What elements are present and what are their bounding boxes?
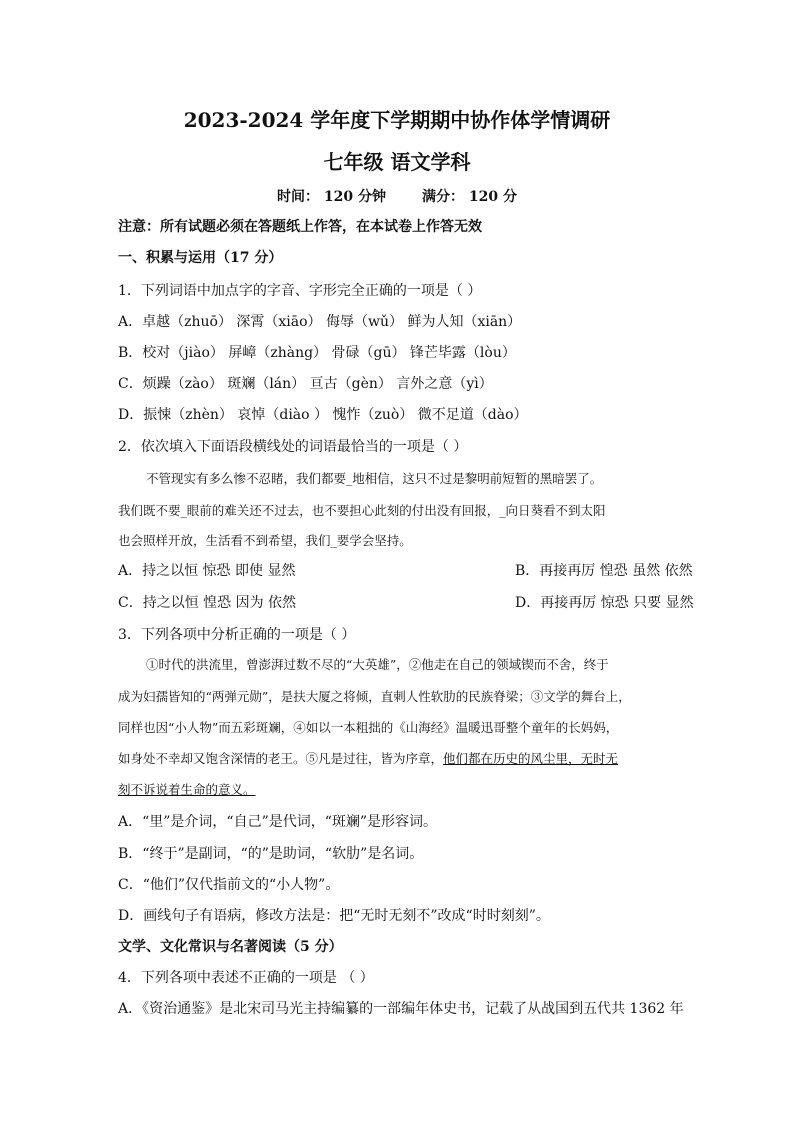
q2-option-b: B．再接再厉 惶恐 虽然 依然	[515, 563, 693, 579]
q2-passage-line: 不管现实有多么惨不忍睹，我们都要_地相信，这只不过是黎明前短暂的黑暗罢了。	[146, 471, 603, 486]
q2-stem: 2．依次填入下面语段横线处的词语最恰当的一项是（ ）	[118, 439, 468, 455]
section-heading-1: 一、积累与运用（17 分）	[118, 250, 283, 266]
q4-option-a: A．《资治通鉴》是北宋司马光主持编纂的一部编年体史书，记载了从战国到五代共 1362 年	[118, 1001, 684, 1017]
q2-options-row	[118, 560, 693, 580]
exam-time: 时间： 120 分钟	[277, 189, 386, 205]
q3-option-c: C．“他们”仅代指前文的“小人物”。	[118, 877, 340, 893]
notice: 注意：所有试题必须在答题纸上作答，在本试卷上作答无效	[118, 219, 482, 235]
exam-title: 2023-2024 学年度下学期期中协作体学情调研	[183, 108, 611, 132]
section-heading-2: 文学、文化常识与名著阅读（5 分）	[118, 939, 343, 955]
q2-option-a: A．持之以恒 惊恐 即使 显然	[118, 563, 296, 579]
q2-options-row	[118, 592, 694, 612]
q3-passage-line	[118, 749, 684, 767]
q3-stem: 3．下列各项中分析正确的一项是（ ）	[118, 627, 356, 643]
q3-passage-text: 如身处不幸却又饱含深情的老王。⑤凡是过往，皆为序章，	[118, 751, 444, 766]
q1-option-c: C．烦躁（zào） 斑斓（lán） 亘古（gèn） 言外之意（yì）	[118, 376, 493, 392]
q3-option-a: A．“里”是介词，“自己”是代词，“斑斓”是形容词。	[118, 814, 438, 830]
q2-option-c: C．持之以恒 惶恐 因为 依然	[118, 595, 297, 611]
q3-option-b: B．“终于”是副词，“的”是助词，“软肋”是名词。	[118, 846, 424, 862]
q3-underlined-sentence-end: 刻不诉说着生命的意义。	[118, 782, 256, 797]
q3-underlined-sentence: 他们都在历史的风尘里，无时无	[443, 751, 619, 766]
q2-option-d: D．再接再厉 惊恐 只要 显然	[515, 595, 694, 611]
q3-option-d: D．画线句子有语病，修改方法是：把“无时无刻不”改成“时时刻刻”。	[118, 908, 550, 924]
q3-passage-line: ①时代的洪流里，曾澎湃过数不尽的“大英雄”，②他走在自己的领域锲而不舍，终于	[146, 657, 609, 672]
q1-option-a: A．卓越（zhuō） 深霄（xiāo） 侮辱（wǔ） 鲜为人知（xiān）	[118, 314, 522, 330]
exam-info	[0, 186, 794, 206]
exam-score: 满分： 120 分	[422, 189, 517, 205]
q2-passage-line: 也会照样开放，生活看不到希望，我们_要学会坚持。	[118, 533, 412, 548]
q3-passage-line: 同样也因“小人物”而五彩斑斓，④如以一本粗拙的《山海经》温暖迅哥整个童年的长妈妈，	[118, 720, 619, 735]
q4-stem: 4．下列各项中表述不正确的一项是 （ ）	[118, 970, 374, 986]
q1-option-b: B．校对（jiào） 屏嶂（zhàng） 骨碌（gū） 锋芒毕露（lòu）	[118, 345, 516, 361]
q3-passage-line: 成为妇孺皆知的“两弹元勋”，是扶大厦之将倾，直刺人性软肋的民族脊梁；③文学的舞台上，	[118, 689, 631, 704]
q2-passage-line: 我们既不要_眼前的难关还不过去，也不要担心此刻的付出没有回报，_向日葵看不到太阳	[118, 503, 606, 518]
exam-subtitle: 七年级 语文学科	[323, 150, 471, 174]
q1-stem: 1．下列词语中加点字的字音、字形完全正确的一项是（ ）	[118, 283, 482, 299]
q1-option-d: D．振悚（zhèn） 哀悼（diào ） 愧怍（zuò） 微不足道（dào）	[118, 407, 528, 423]
